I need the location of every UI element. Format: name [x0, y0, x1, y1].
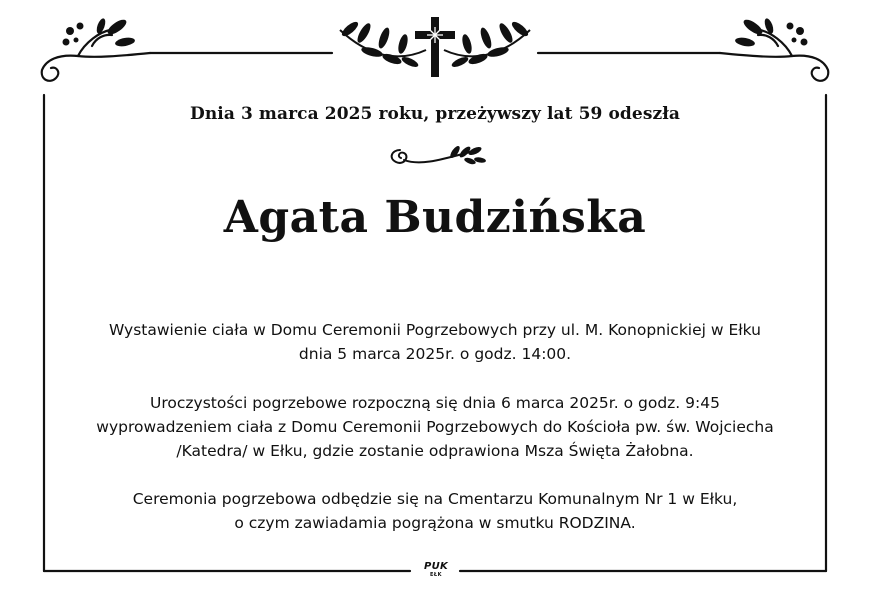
intro-text: Dnia 3 marca 2025 roku, przeżywszy lat 59 odeszła	[189, 104, 681, 124]
logo-sub-text: EŁK	[429, 572, 442, 578]
flourish-icon-left	[42, 30, 150, 81]
paragraph-line: Ceremonia pogrzebowa odbędzie się na Cmentarzu Komunalnym Nr 1 w Ełku,	[132, 490, 738, 508]
paragraph-viewing	[40, 318, 830, 366]
paragraph-line: wyprowadzeniem ciała z Domu Ceremonii Pogrzebowych do Kościoła pw. św. Wojciecha	[96, 418, 774, 436]
company-logo	[418, 562, 454, 578]
paragraph-line: dnia 5 marca 2025r. o godz. 14:00.	[298, 345, 572, 363]
paragraph-line: o czym zawiadamia pogrążona w smutku RODZINA.	[234, 514, 636, 532]
flourish-icon-right	[720, 17, 828, 81]
logo-main-text: PUK	[423, 561, 449, 572]
paragraph-ceremony	[40, 391, 830, 463]
deceased-name: Agata Budzińska	[223, 192, 647, 243]
paragraph-line: /Katedra/ w Ełku, gdzie zostanie odprawiona Msza Święta Żałobna.	[176, 442, 694, 460]
laurel-branch-icon-left	[340, 20, 426, 69]
cross-icon	[415, 17, 455, 77]
paragraph-burial	[40, 487, 830, 535]
swirl-divider-icon	[392, 145, 487, 166]
laurel-branch-icon-right	[444, 20, 530, 69]
paragraph-line: Wystawienie ciała w Domu Ceremonii Pogrzebowych przy ul. M. Konopnickiej w Ełku	[108, 321, 761, 339]
paragraph-line: Uroczystości pogrzebowe rozpoczną się dnia 6 marca 2025r. o godz. 9:45	[150, 394, 720, 412]
flourish-leaves-left	[63, 17, 136, 48]
